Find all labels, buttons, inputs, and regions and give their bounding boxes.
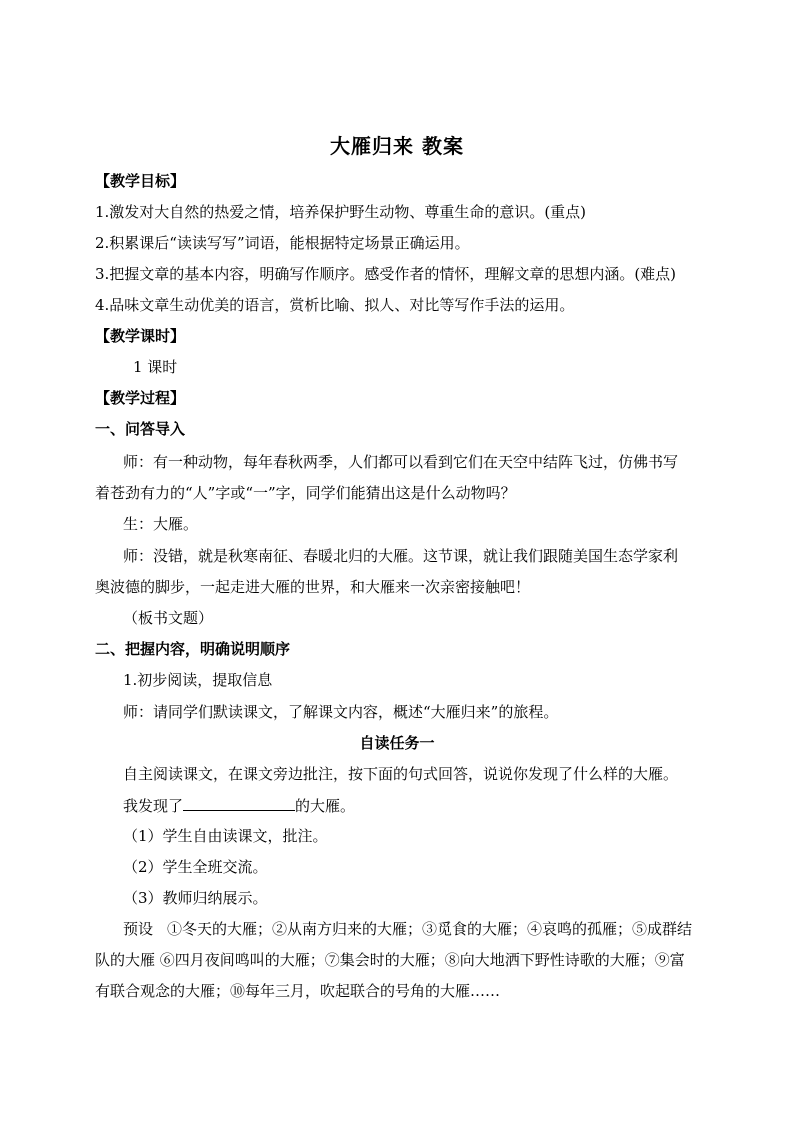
answer-blank bbox=[183, 795, 295, 811]
preset-label: 预设 bbox=[123, 920, 154, 938]
step-item: （2）学生全班交流。 bbox=[123, 858, 268, 876]
page-title: 大雁归来 教案 bbox=[330, 134, 464, 158]
part2-teacher-line: 师：请同学们默读课文，了解课文内容，概述“大雁归来”的旅程。 bbox=[123, 703, 559, 721]
preset-line: 有联合观念的大雁；⑩每年三月，吹起联合的号角的大雁…… bbox=[95, 982, 501, 1000]
preset-line bbox=[123, 919, 720, 939]
task-title: 自读任务一 bbox=[359, 734, 435, 752]
preset-line: 队的大雁 ⑥四月夜间鸣叫的大雁；⑦集会时的大雁；⑧向大地洒下野性诗歌的大雁；⑨富 bbox=[95, 951, 685, 969]
part2-subheading: 1.初步阅读，提取信息 bbox=[123, 671, 273, 689]
hours-value: 1 课时 bbox=[133, 358, 178, 376]
part1-heading: 一、问答导入 bbox=[95, 420, 186, 438]
process-heading: 【教学过程】 bbox=[95, 389, 186, 407]
part1-line: 师：没错，就是秋寒南征、春暖北归的大雁。这节课，就让我们跟随美国生态学家利 bbox=[123, 547, 679, 565]
step-item: （1）学生自由读课文，批注。 bbox=[123, 827, 328, 845]
preset-text: ①冬天的大雁；②从南方归来的大雁；③觅食的大雁；④哀鸣的孤雁；⑤成群结 bbox=[167, 920, 693, 938]
step-item: （3）教师归纳展示。 bbox=[123, 889, 268, 907]
part1-line: 着苍劲有力的“人”字或“一”字，同学们能猜出这是什么动物吗？ bbox=[95, 484, 516, 502]
objective-item: 3.把握文章的基本内容，明确写作顺序。感受作者的情怀，理解文章的思想内涵。(难点) bbox=[95, 265, 677, 283]
task-suffix: 的大雁。 bbox=[295, 797, 356, 815]
task-sentence-pattern bbox=[123, 795, 720, 816]
part1-line: 师：有一种动物，每年春秋两季，人们都可以看到它们在天空中结阵飞过，仿佛书写 bbox=[123, 453, 679, 471]
part1-line: （板书文题） bbox=[123, 609, 214, 627]
objective-item: 4.品味文章生动优美的语言，赏析比喻、拟人、对比等写作手法的运用。 bbox=[95, 296, 575, 314]
objectives-heading: 【教学目标】 bbox=[95, 172, 186, 190]
part2-heading: 二、把握内容，明确说明顺序 bbox=[95, 640, 291, 658]
objective-item: 1.激发对大自然的热爱之情，培养保护野生动物、尊重生命的意识。(重点) bbox=[95, 203, 587, 221]
task-description: 自主阅读课文，在课文旁边批注，按下面的句式回答，说说你发现了什么样的大雁。 bbox=[123, 765, 679, 783]
objective-item: 2.积累课后“读读写写”词语，能根据特定场景正确运用。 bbox=[95, 234, 470, 252]
part1-line: 奥波德的脚步，一起走进大雁的世界，和大雁来一次亲密接触吧！ bbox=[95, 578, 531, 596]
hours-heading: 【教学课时】 bbox=[95, 327, 186, 345]
part1-line: 生：大雁。 bbox=[123, 515, 199, 533]
task-prefix: 我发现了 bbox=[123, 797, 184, 815]
